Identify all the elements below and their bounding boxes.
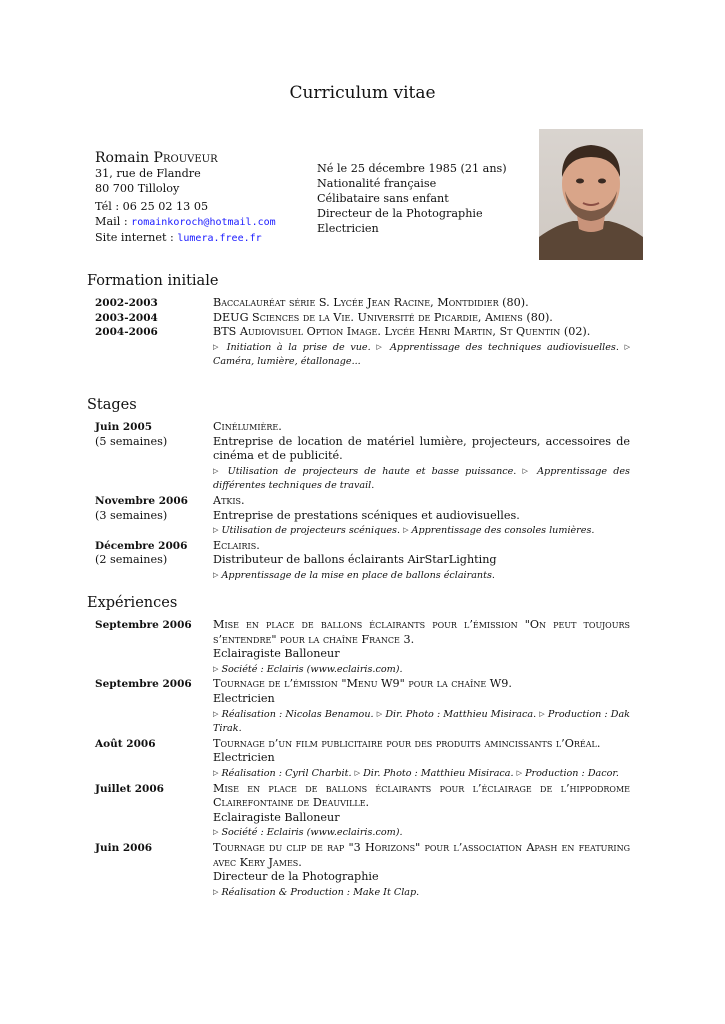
entry-role: Electricien bbox=[213, 691, 275, 705]
portrait-photo bbox=[539, 129, 643, 260]
page-title: Curriculum vitae bbox=[289, 83, 436, 103]
stages-list bbox=[95, 420, 630, 584]
entry-note: ▷ Utilisation de projecteurs scéniques. ▷ Apprentissage des consoles lumières. bbox=[213, 525, 595, 537]
entry-note: ▷ Réalisation : Nicolas Benamou. ▷ Dir. Photo : Matthieu Misiraca. ▷ Production : Dak Tirak. bbox=[213, 708, 630, 735]
entry-date: Septembre 2006 bbox=[95, 619, 192, 631]
entry-role: Electricien bbox=[213, 751, 275, 765]
entry-title: Tournage d’un film publicitaire pour des produits amincissants l’Oréal. bbox=[213, 736, 601, 750]
entry-title: Mise en place de ballons éclairants pour l’émission "On peut toujours s’entendre" pour la chaîne France 3. bbox=[213, 618, 630, 646]
entry-duration: (3 semaines) bbox=[95, 508, 168, 522]
entry-role: Eclairagiste Balloneur bbox=[213, 647, 340, 661]
entry-date: 2003-2004 bbox=[95, 311, 158, 324]
triangle-bullet-icon: ▷ bbox=[213, 664, 219, 673]
entry-duration: (2 semaines) bbox=[95, 553, 168, 567]
section-heading-formation: Formation initiale bbox=[87, 273, 219, 289]
entry-date: Septembre 2006 bbox=[95, 678, 192, 691]
section-heading-stages: Stages bbox=[87, 397, 137, 413]
list-item bbox=[95, 782, 630, 841]
entry-note: ▷ Société : Eclairis (www.eclairis.com). bbox=[213, 827, 403, 839]
formation-list bbox=[95, 296, 630, 370]
entry-title: BTS Audiovisuel Option Image. Lycée Henri Martin, St Quentin (02). bbox=[213, 325, 591, 339]
triangle-bullet-icon: ▷ bbox=[624, 342, 630, 351]
first-name: Romain bbox=[95, 150, 150, 166]
triangle-bullet-icon: ▷ bbox=[213, 526, 219, 535]
entry-title: Cinélumière. bbox=[213, 420, 282, 433]
last-name: Prouveur bbox=[153, 150, 218, 166]
section-heading-experiences: Expériences bbox=[87, 595, 178, 611]
triangle-bullet-icon: ▷ bbox=[376, 342, 385, 351]
triangle-bullet-icon: ▷ bbox=[213, 466, 222, 475]
phone-number: Tél : 06 25 02 13 05 bbox=[95, 200, 209, 213]
entry-note: ▷ Initiation à la prise de vue. ▷ Apprentissage des techniques audiovisuelles. ▷ Caméra, lumière, étallonage... bbox=[213, 341, 630, 368]
postal-address bbox=[95, 166, 201, 196]
triangle-bullet-icon: ▷ bbox=[539, 709, 545, 718]
triangle-bullet-icon: ▷ bbox=[354, 768, 360, 777]
entry-description: Distributeur de ballons éclairants AirStarLighting bbox=[213, 553, 497, 567]
triangle-bullet-icon: ▷ bbox=[213, 342, 222, 351]
mail-link[interactable]: romainkoroch@hotmail.com bbox=[131, 217, 276, 228]
entry-description: Entreprise de prestations scéniques et audiovisuelles. bbox=[213, 508, 520, 522]
entry-date: Août 2006 bbox=[95, 737, 156, 750]
candidate-name bbox=[95, 150, 218, 166]
triangle-bullet-icon: ▷ bbox=[213, 768, 219, 777]
entry-title: Baccalauréat série S. Lycée Jean Racine, Montdidier (80). bbox=[213, 296, 529, 309]
entry-note: ▷ Utilisation de projecteurs de haute et basse puissance. ▷ Apprentissage des différentes techniques de travail. bbox=[213, 465, 630, 492]
triangle-bullet-icon: ▷ bbox=[213, 570, 219, 579]
mail-line bbox=[95, 214, 276, 230]
entry-date: 2004-2006 bbox=[95, 326, 158, 339]
site-link[interactable]: lumera.free.fr bbox=[177, 233, 262, 244]
triangle-bullet-icon: ▷ bbox=[403, 526, 409, 535]
triangle-bullet-icon: ▷ bbox=[213, 828, 219, 837]
list-item bbox=[95, 841, 630, 900]
personal-line: Electricien bbox=[317, 222, 379, 235]
personal-line: Célibataire sans enfant bbox=[317, 192, 449, 205]
triangle-bullet-icon: ▷ bbox=[522, 466, 531, 475]
address-line: 31, rue de Flandre bbox=[95, 167, 201, 180]
triangle-bullet-icon: ▷ bbox=[213, 709, 219, 718]
entry-date: 2002-2003 bbox=[95, 297, 158, 309]
entry-description: Entreprise de location de matériel lumière, projecteurs, accessoires de cinéma et de publicité. bbox=[213, 434, 630, 463]
entry-duration: (5 semaines) bbox=[95, 434, 168, 448]
entry-note: ▷ Apprentissage de la mise en place de ballons éclairants. bbox=[213, 569, 495, 581]
entry-date: Juillet 2006 bbox=[95, 782, 164, 795]
triangle-bullet-icon: ▷ bbox=[213, 887, 219, 896]
contact-block bbox=[95, 199, 276, 246]
list-item bbox=[95, 539, 630, 584]
mail-label: Mail : bbox=[95, 215, 132, 228]
entry-date: Novembre 2006 bbox=[95, 494, 188, 507]
site-line bbox=[95, 230, 276, 246]
entry-title: Atkis. bbox=[213, 493, 245, 507]
list-item bbox=[95, 618, 630, 677]
list-item bbox=[95, 494, 630, 539]
triangle-bullet-icon: ▷ bbox=[516, 768, 523, 777]
entry-title: Mise en place de ballons éclairants pour l’éclairage de l’hippodrome Clairefontaine de Deauville. bbox=[213, 781, 630, 810]
entry-role: Eclairagiste Balloneur bbox=[213, 810, 340, 824]
personal-line: Nationalité française bbox=[317, 177, 437, 190]
personal-info bbox=[317, 161, 507, 236]
site-label: Site internet : bbox=[95, 231, 178, 244]
entry-note: ▷ Société : Eclairis (www.eclairis.com). bbox=[213, 663, 403, 675]
triangle-bullet-icon: ▷ bbox=[376, 709, 383, 718]
experiences-list bbox=[95, 618, 630, 900]
entry-title: DEUG Sciences de la Vie. Université de Picardie, Amiens (80). bbox=[213, 310, 553, 324]
entry-date: Juin 2006 bbox=[95, 841, 153, 854]
list-item bbox=[95, 311, 630, 326]
entry-title: Tournage de l’émission "Menu W9" pour la chaîne W9. bbox=[213, 677, 512, 691]
list-item bbox=[95, 296, 630, 311]
address-line: 80 700 Tilloloy bbox=[95, 182, 180, 195]
entry-title: Eclairis. bbox=[213, 538, 260, 552]
list-item bbox=[95, 420, 630, 494]
entry-role: Directeur de la Photographie bbox=[213, 870, 379, 884]
entry-note: ▷ Réalisation & Production : Make It Clap. bbox=[213, 886, 420, 898]
list-item bbox=[95, 325, 630, 370]
entry-date: Juin 2005 bbox=[95, 421, 153, 433]
entry-note: ▷ Réalisation : Cyril Charbit. ▷ Dir. Photo : Matthieu Misiraca. ▷ Production : Dacor. bbox=[213, 767, 619, 779]
list-item bbox=[95, 677, 630, 736]
entry-title: Tournage du clip de rap "3 Horizons" pour l’association Apash en featuring avec Kery James. bbox=[213, 840, 630, 869]
list-item bbox=[95, 737, 630, 782]
entry-date: Décembre 2006 bbox=[95, 539, 188, 552]
personal-line: Directeur de la Photographie bbox=[317, 207, 483, 220]
personal-line: Né le 25 décembre 1985 (21 ans) bbox=[317, 162, 507, 175]
